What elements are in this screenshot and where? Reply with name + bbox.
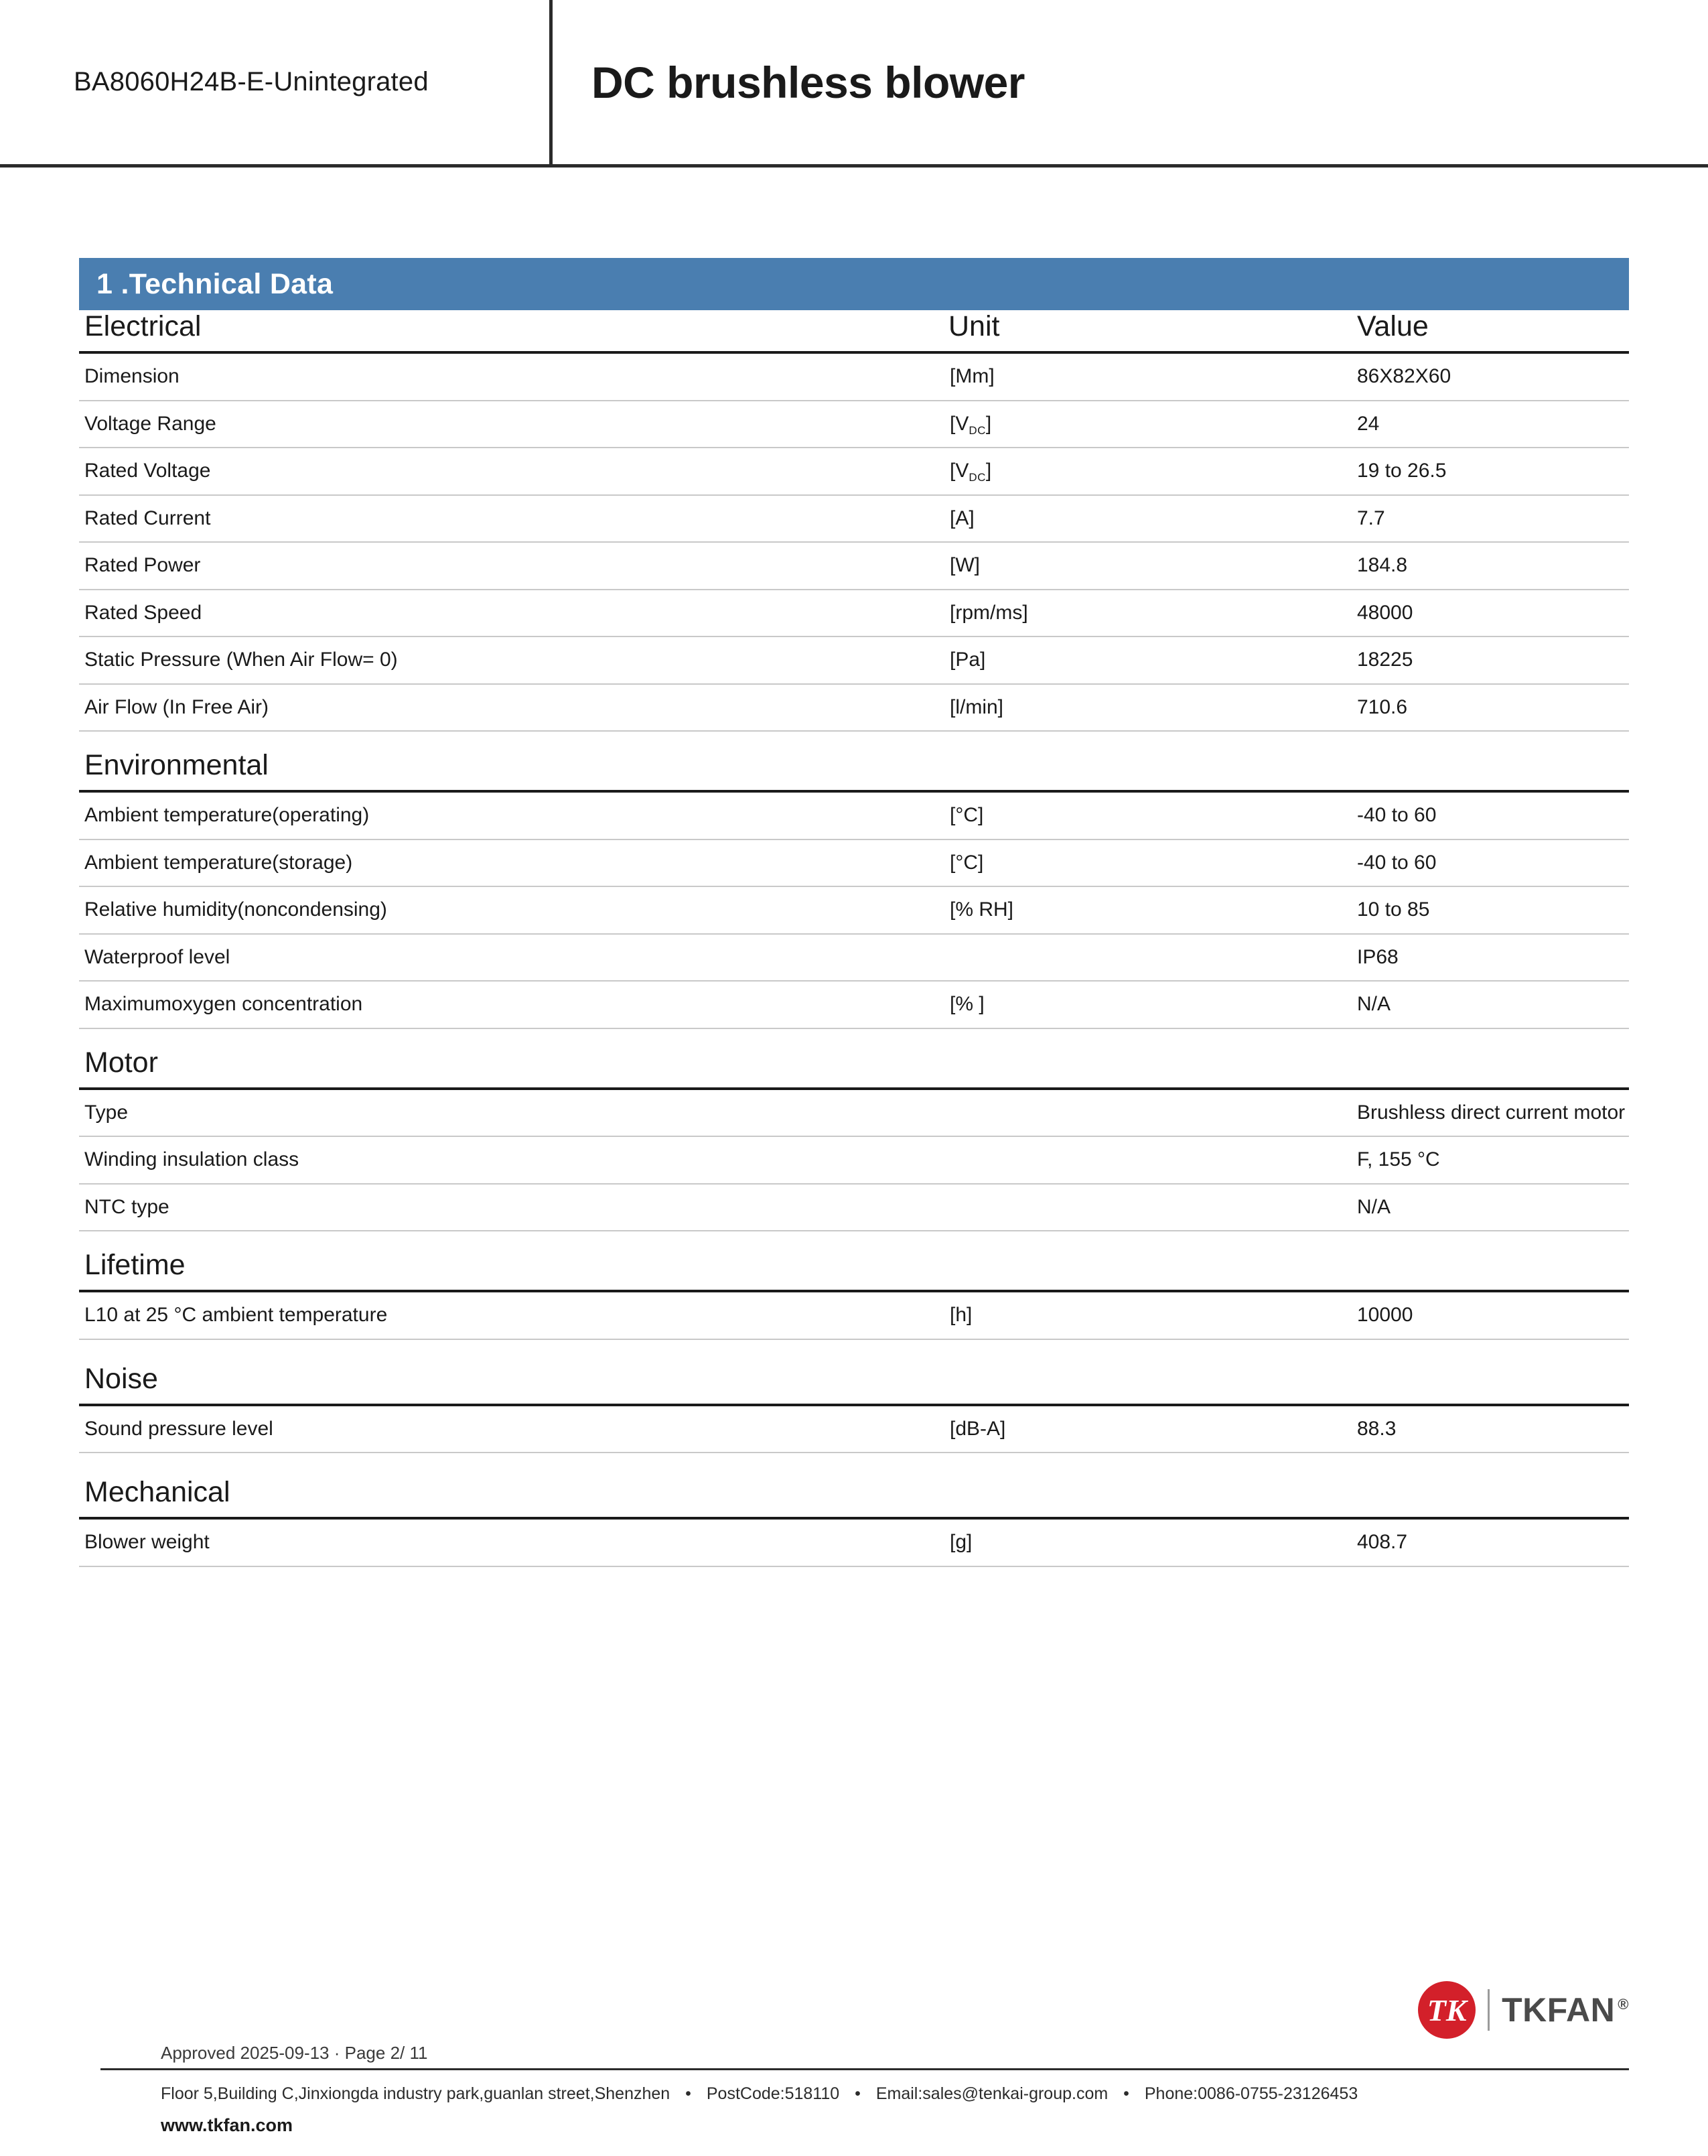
table-row (79, 793, 1629, 839)
row-value: IP68 (1352, 934, 1629, 982)
row-label: Rated Power (79, 542, 943, 590)
row-label: Waterproof level (79, 934, 943, 982)
table-environmental (79, 793, 1629, 1029)
table-electrical (79, 310, 1629, 732)
row-value: 408.7 (1352, 1520, 1629, 1566)
page-header (0, 0, 1708, 167)
row-label: Ambient temperature(storage) (79, 839, 943, 887)
row-value: 88.3 (1352, 1406, 1629, 1453)
row-unit: [W] (943, 542, 1352, 590)
row-value: 24 (1352, 401, 1629, 448)
row-label: Winding insulation class (79, 1136, 943, 1184)
row-unit: [A] (943, 495, 1352, 543)
row-value: Brushless direct current motor (1352, 1090, 1629, 1137)
table-row (79, 352, 1629, 401)
row-value: 18225 (1352, 636, 1629, 684)
row-value: -40 to 60 (1352, 793, 1629, 839)
table-row (79, 1090, 1629, 1137)
row-unit: [°C] (943, 793, 1352, 839)
page-title: DC brushless blower (591, 57, 1025, 107)
table-row (79, 886, 1629, 934)
row-value: N/A (1352, 981, 1629, 1028)
row-unit: [% ] (943, 981, 1352, 1028)
group-title-motor: Motor (84, 1046, 158, 1079)
table-row (79, 839, 1629, 887)
row-unit: $[V_{DC}]$ (943, 448, 1352, 495)
row-unit (943, 1184, 1352, 1231)
section-banner-label: 1 .Technical Data (96, 267, 334, 300)
row-label: Rated Voltage (79, 448, 943, 495)
row-value: 48000 (1352, 590, 1629, 637)
row-value: 710.6 (1352, 684, 1629, 732)
group-title-lifetime: Lifetime (84, 1249, 186, 1281)
footer-phone: Phone:0086-0755-23126453 (1144, 2084, 1358, 2103)
row-label: L10 at 25 °C ambient temperature (79, 1292, 943, 1339)
row-unit: [% RH] (943, 886, 1352, 934)
table-row (79, 448, 1629, 495)
brand-name: TKFAN ® (1502, 1991, 1629, 2029)
table-row (79, 981, 1629, 1028)
row-unit (943, 1136, 1352, 1184)
bullet-icon: • (855, 2084, 861, 2103)
table-lifetime (79, 1292, 1629, 1340)
footer-email: Email:sales@tenkai-group.com (875, 2084, 1109, 2103)
row-unit: [Mm] (943, 352, 1352, 401)
table-noise (79, 1406, 1629, 1454)
row-unit: $[V_{DC}]$ (943, 401, 1352, 448)
row-unit: [l/min] (943, 684, 1352, 732)
document-content (0, 258, 1708, 1567)
row-value: 10 to 85 (1352, 886, 1629, 934)
row-value: 184.8 (1352, 542, 1629, 590)
group-title-noise: Noise (84, 1362, 158, 1395)
tkfan-logo-icon: TK (1418, 1981, 1476, 2039)
row-label: Air Flow (In Free Air) (79, 684, 943, 732)
table-mechanical (79, 1520, 1629, 1567)
row-value: 19 to 26.5 (1352, 448, 1629, 495)
table-row (79, 1520, 1629, 1566)
row-unit (943, 1090, 1352, 1137)
column-header-unit: Unit (943, 310, 1352, 352)
table-motor (79, 1090, 1629, 1232)
row-unit: [Pa] (943, 636, 1352, 684)
table-row (79, 1184, 1629, 1231)
footer-divider (100, 2068, 1629, 2070)
footer-contact-line (161, 2084, 1358, 2104)
row-label: Dimension (79, 352, 943, 401)
row-unit: [°C] (943, 839, 1352, 887)
table-row (79, 1292, 1629, 1339)
company-logo (1418, 1981, 1629, 2039)
bullet-icon: • (1123, 2084, 1129, 2103)
row-label: Static Pressure (When Air Flow= 0) (79, 636, 943, 684)
bullet-icon: • (685, 2084, 691, 2103)
table-row (79, 934, 1629, 982)
section-banner-technical-data (79, 258, 1629, 310)
row-value: 86X82X60 (1352, 352, 1629, 401)
row-label: Type (79, 1090, 943, 1137)
table-row (79, 636, 1629, 684)
group-title-environmental: Environmental (84, 749, 269, 781)
row-label: Rated Current (79, 495, 943, 543)
row-unit (943, 934, 1352, 982)
approval-and-page-number: Approved 2025-09-13 · Page 2/ 11 (161, 2043, 428, 2063)
row-value: -40 to 60 (1352, 839, 1629, 887)
table-row (79, 1136, 1629, 1184)
table-header-row (79, 310, 1629, 352)
row-label: Relative humidity(noncondensing) (79, 886, 943, 934)
table-row (79, 401, 1629, 448)
table-row (79, 495, 1629, 543)
page-footer (0, 1935, 1708, 2156)
row-label: Maximumoxygen concentration (79, 981, 943, 1028)
row-unit: [rpm/ms] (943, 590, 1352, 637)
table-row (79, 1406, 1629, 1453)
row-value: F, 155 °C (1352, 1136, 1629, 1184)
row-label: Voltage Range (79, 401, 943, 448)
table-row (79, 590, 1629, 637)
row-label: Sound pressure level (79, 1406, 943, 1453)
group-title-mechanical: Mechanical (84, 1476, 230, 1508)
row-label: Blower weight (79, 1520, 943, 1566)
row-unit: [h] (943, 1292, 1352, 1339)
footer-website[interactable]: www.tkfan.com (161, 2115, 293, 2135)
logo-separator (1488, 1989, 1490, 2031)
row-value: 7.7 (1352, 495, 1629, 543)
row-label: Rated Speed (79, 590, 943, 637)
table-row (79, 684, 1629, 732)
row-value: 10000 (1352, 1292, 1629, 1339)
registered-mark-icon: ® (1618, 1996, 1629, 2013)
row-unit: [g] (943, 1520, 1352, 1566)
footer-address-text: Floor 5,Building C,Jinxiongda industry park,guanlan street,Shenzhen (161, 2084, 670, 2103)
header-model-number: BA8060H24B-E-Unintegrated (74, 67, 429, 96)
column-header-value: Value (1352, 310, 1629, 352)
table-row (79, 542, 1629, 590)
column-header-electrical: Electrical (79, 310, 943, 352)
row-label: Ambient temperature(operating) (79, 793, 943, 839)
footer-postcode: PostCode:518110 (706, 2084, 840, 2103)
row-label: NTC type (79, 1184, 943, 1231)
row-unit: [dB-A] (943, 1406, 1352, 1453)
row-value: N/A (1352, 1184, 1629, 1231)
